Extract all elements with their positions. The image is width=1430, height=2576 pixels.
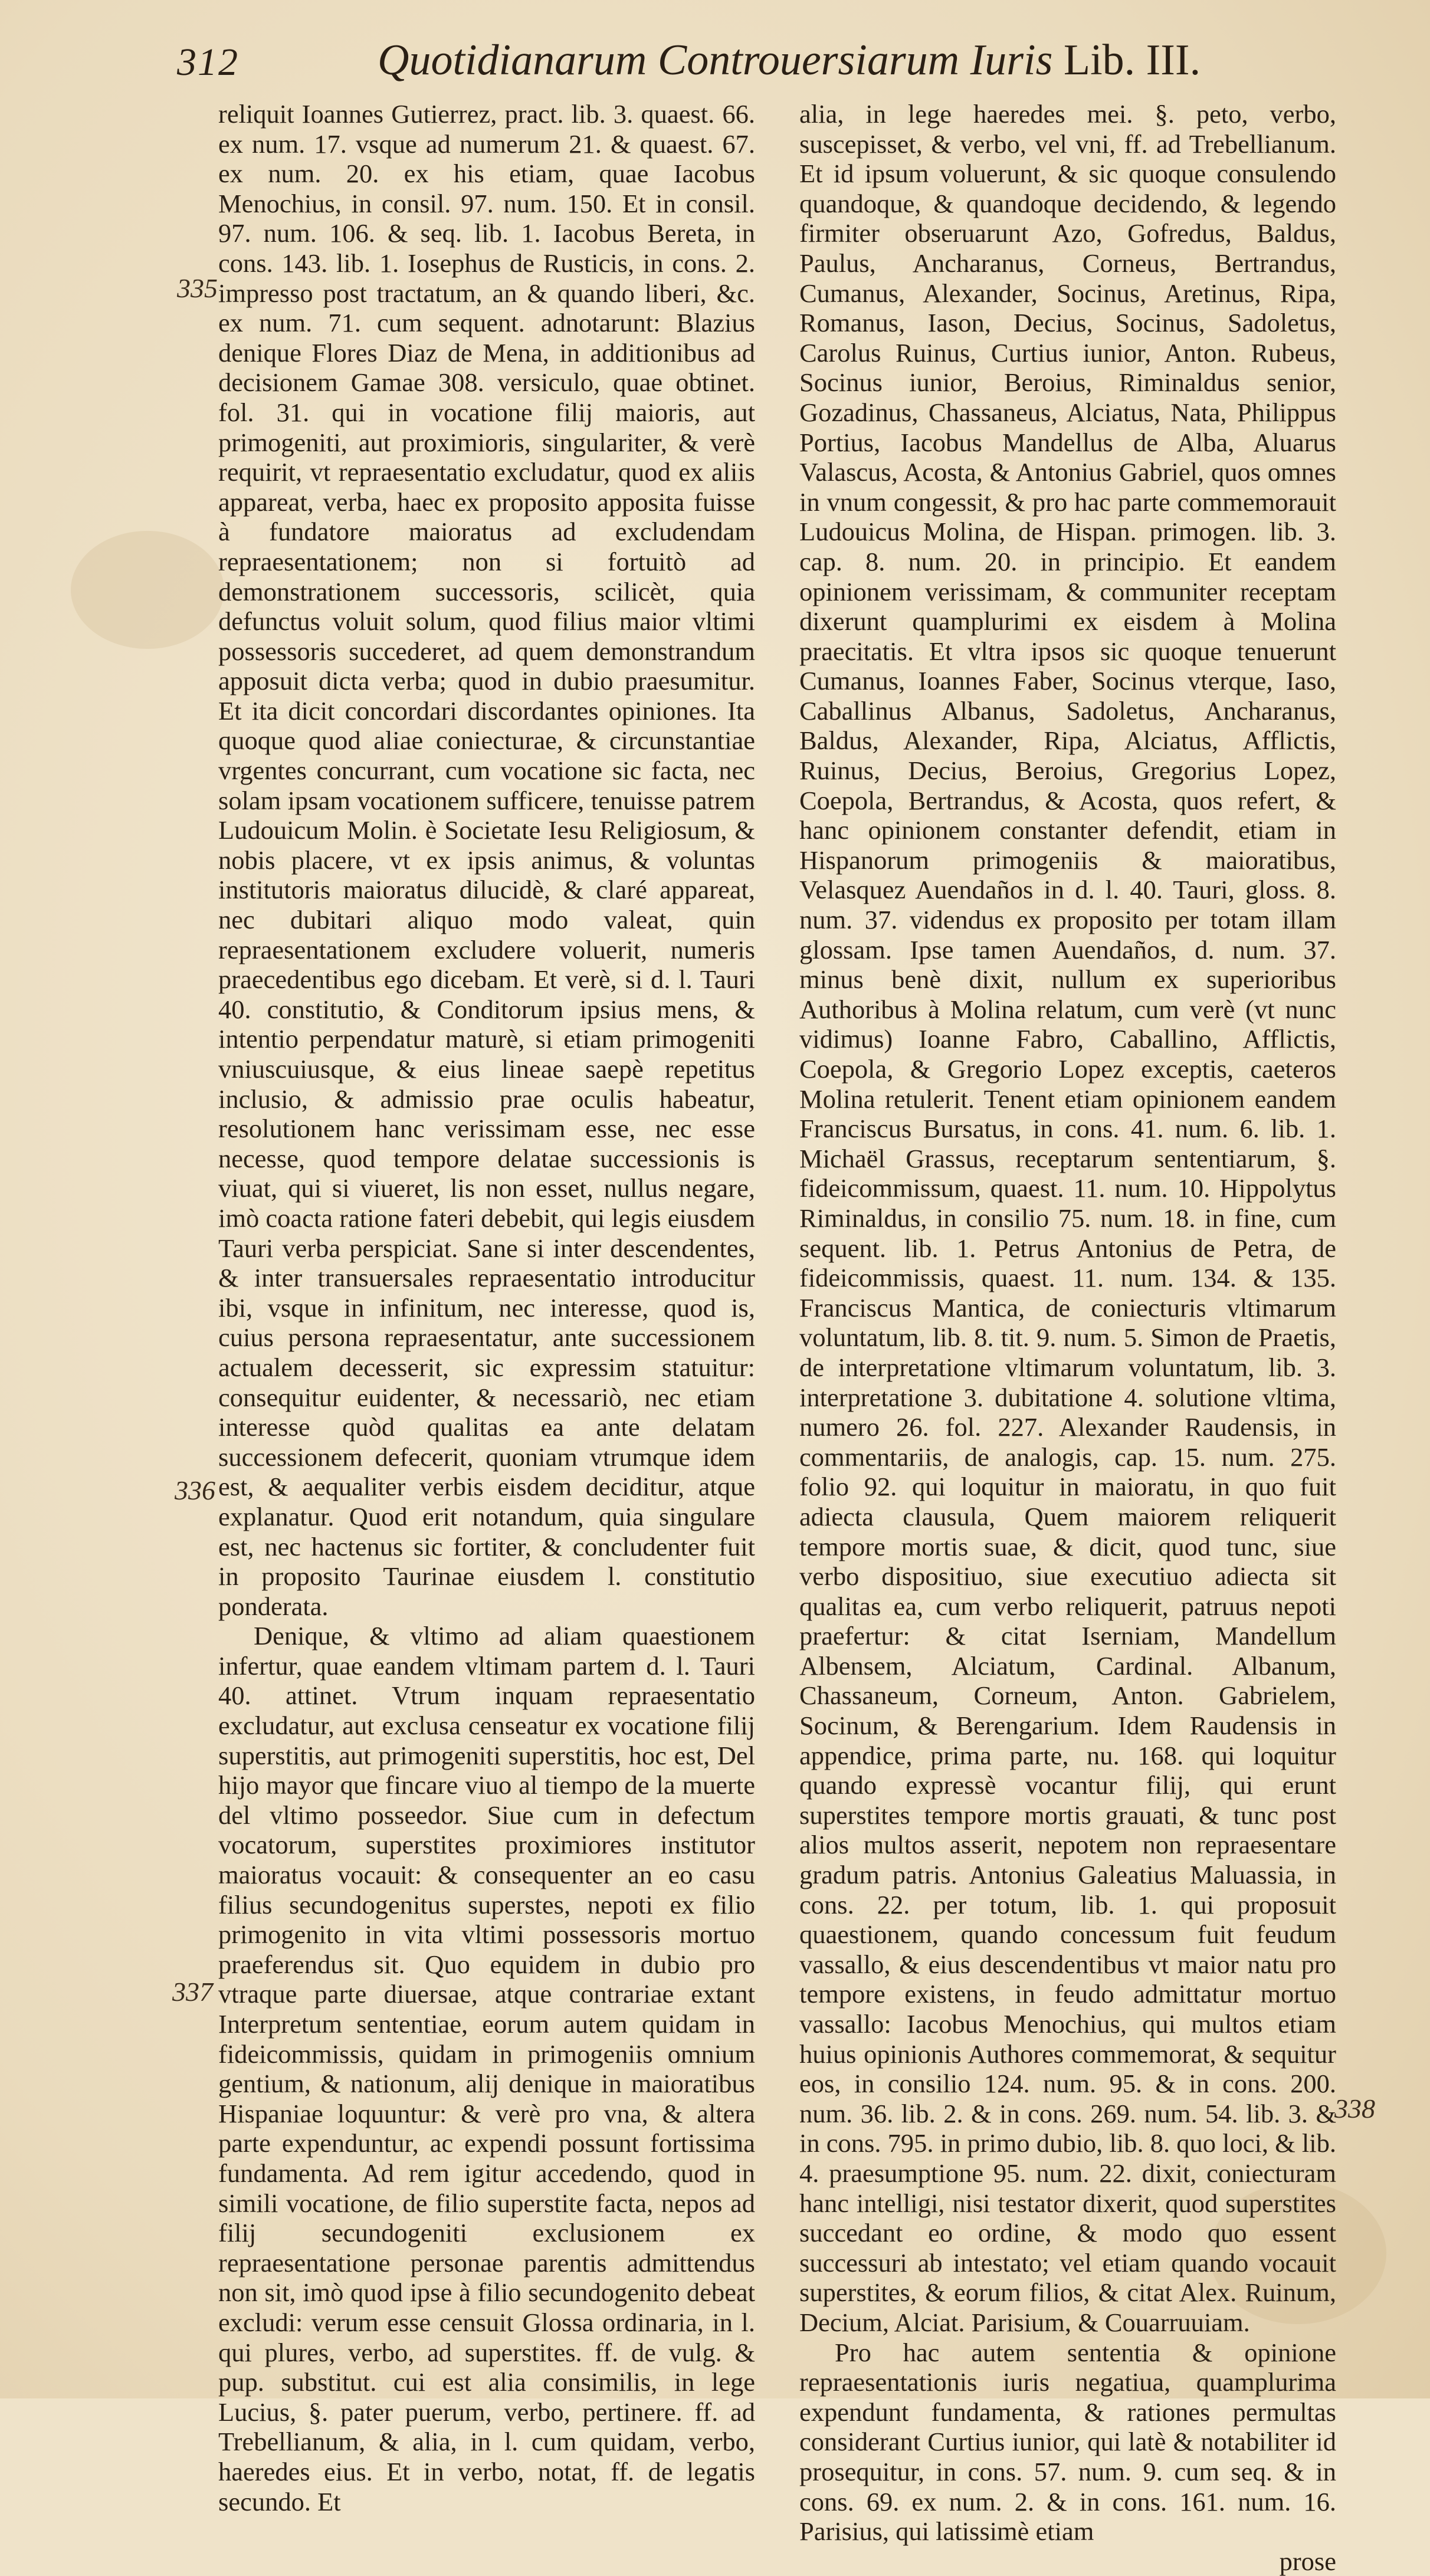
page-header	[177, 35, 1310, 94]
catchword: prose	[1279, 2546, 1336, 2576]
margin-number-336: 336	[175, 1475, 215, 1505]
paper-stain	[71, 531, 224, 649]
margin-number-338: 338	[1334, 2093, 1375, 2124]
right-column	[799, 99, 1336, 2576]
left-column	[218, 99, 755, 2516]
margin-number-335: 335	[177, 273, 218, 303]
running-title	[378, 35, 1201, 86]
page-number: 312	[177, 41, 239, 84]
right-paragraph-1: alia, in lege haeredes mei. §. peto, verbo, suscepisset, & verbo, vel vni, ff. ad Trebellianum. Et id ipsum voluerunt, & sic quoque consulendo quandoque, & quandoque decidendo, & legendo firmiter obseruarunt Azo, Gofredus, Baldus, Paulus, Ancharanus, Corneus, Bertrandus, Cumanus, Alexander, Socinus, Aretinus, Ripa, Romanus, Iason, Decius, Socinus, Sadoletus, Carolus Ruinus, Curtius iunior, Anton. Rubeus, Socinus iunior, Beroius, Riminaldus senior, Gozadinus, Chassaneus, Alciatus, Nata, Philippus Portius, Iacobus Mandellus de Alba, Aluarus Valascus, Acosta, & Antonius Gabriel, quos omnes in vnum congessit, & pro hac parte commemorauit Ludouicus Molina, de Hispan. primogen. lib. 3. cap. 8. num. 20. in principio. Et eandem opinionem verissimam, & communiter receptam dixerunt quamplurimi ex eisdem à Molina praecitatis. Et vltra ipsos sic quoque tenuerunt Cumanus, Ioannes Faber, Socinus vterque, Iaso, Caballinus Albanus, Sadoletus, Ancharanus, Baldus, Alexander, Ripa, Alciatus, Afflictis, Ruinus, Decius, Beroius, Gregorius Lopez, Coepola, Bertrandus, & Acosta, quos refert, & hanc opinionem constanter defendit, etiam in Hispanorum primogeniis & maioratibus, Velasquez Auendaños in d. l. 40. Tauri, gloss. 8. num. 37. videndus ex proposito per totam illam glossam. Ipse tamen Auendaños, d. num. 37. minus benè dixit, nullum ex superioribus Authoribus à Molina relatum, cum verè (vt nunc vidimus) Ioanne Fabro, Caballino, Afflictis, Coepola, & Gregorio Lopez exceptis, caeteros Molina retulerit. Tenent etiam opinionem eandem Franciscus Bursatus, in cons. 41. num. 6. lib. 1. Michaël Grassus, receptarum sententiarum, §. fideicommissum, quaest. 11. num. 10. Hippolytus Riminaldus, in consilio 75. num. 18. in fine, cum sequent. lib. 1. Petrus Antonius de Petra, de fideicommissis, quaest. 11. num. 134. & 135. Franciscus Mantica, de coniecturis vltimarum voluntatum, lib. 8. tit. 9. num. 5. Simon de Praetis, de interpretatione vltimarum voluntatum, lib. 3. interpretatione 3. dubitatione 4. solutione vltima, numero 26. fol. 227. Alexander Raudensis, in commentariis, de analogis, cap. 15. num. 275. folio 92. qui loquitur in maioratu, in quo fuit adiecta clausula, Quem maiorem reliquerit tempore mortis suae, & dicit, quod tunc, siue verbo dispositiuo, siue executiuo adiecta sit qualitas ea, cum verbo reliquerit, patruus nepoti praefertur: & citat Iserniam, Mandellum Albensem, Alciatum, Cardinal. Albanum, Chassaneum, Corneum, Anton. Gabrielem, Socinum, & Berengarium. Idem Raudensis in appendice, prima parte, nu. 168. qui loquitur quando expressè vocantur filij, qui erunt superstites tempore mortis grauati, & tunc post alios multos asserit, nepotem non repraesentare gradum patris. Antonius Galeatius Maluassia, in cons. 22. per totum, lib. 1. qui proposuit quaestionem, quando concessum fuit feudum vassallo, & eius descendentibus vt maior natu pro tempore existens, in feudo admittatur mortuo vassallo: Iacobus Menochius, qui multos etiam huius opinionis Authores commemorat, & sequitur eos, in consilio 124. num. 95. & in cons. 200. num. 36. lib. 2. & in cons. 269. num. 54. lib. 3. & in cons. 795. in primo dubio, lib. 8. quo loci, & lib. 4. praesumptione 95. num. 22. dixit, coniecturam hanc intelligi, nisi testator dixerit, quod superstites succedant eo ordine, & modo quo essent successuri ab intestato; vel etiam quando vocauit superstites, & eorum filios, & citat Alex. Ruinum, Decium, Alciat. Parisium, & Couarruuiam.	[799, 99, 1336, 2337]
book-label: Lib. III.	[1063, 36, 1201, 84]
left-paragraph-2: Denique, & vltimo ad aliam quaestionem infertur, quae eandem vltimam partem d. l. Tauri 40. attinet. Vtrum inquam repraesentatio excludatur, aut exclusa censeatur ex vocatione filij superstitis, aut primogeniti superstitis, hoc est, Del hijo mayor que fincare viuo al tiempo de la muerte del vltimo posseedor. Siue cum in defectum vocatorum, superstites proximiores institutor maioratus vocauit: & consequenter an eo casu filius secundogenitus superstes, nepoti ex filio primogenito in vita vltimi possessoris mortuo praeferendus sit. Quo equidem in dubio pro vtraque parte diuersae, atque contrariae extant Interpretum sententiae, eorum autem quidam in fideicommissis, quidam in primogeniis omnium gentium, & nationum, alij denique in maioratibus Hispaniae loquuntur: & verè pro vna, & altera parte expenduntur, ac expendi possunt fortissima fundamenta. Ad rem igitur accedendo, quod in simili vocatione, de filio superstite facta, nepos ad filij secundogeniti exclusionem ex repraesentatione personae parentis admittendus non sit, imò quod ipse à filio secundogenito debeat excludi: verum esse censuit Glossa ordinaria, in l. qui plures, verbo, ad superstites. ff. de vulg. & pup. substitut. cui est alia consimilis, in lege Lucius, §. pater puerum, verbo, pertinere. ff. ad Trebellianum, & alia, in l. cum quidam, verbo, haeredes eius. Et in verbo, notat, ff. de legatis secundo. Et	[218, 1621, 755, 2516]
running-title-text: Quotidianarum Controuersiarum Iuris	[378, 36, 1053, 84]
left-paragraph-1: reliquit Ioannes Gutierrez, pract. lib. 3. quaest. 66. ex num. 17. vsque ad numerum 21. & quaest. 67. ex num. 20. ex his etiam, quae Iacobus Menochius, in consil. 97. num. 150. Et in consil. 97. num. 106. & seq. lib. 1. Iacobus Bereta, in cons. 143. lib. 1. Iosephus de Rusticis, in cons. 2. impresso post tractatum, an & quando liberi, &c. ex num. 71. cum sequent. adnotarunt: Blazius denique Flores Diaz de Mena, in additionibus ad decisionem Gamae 308. versiculo, quae obtinet. fol. 31. qui in vocatione filij maioris, aut primogeniti, aut proximioris, singulariter, & verè requirit, vt repraesentatio excludatur, quod ex aliis appareat, verba, haec ex proposito apposita fuisse à fundatore maioratus ad excludendam repraesentationem; non si fortuitò ad demonstrationem successoris, scilicèt, quia defunctus voluit solum, quod filius maior vltimi possessoris succederet, ad quem demonstrandum apposuit dicta verba; quod in dubio praesumitur. Et ita dicit concordari discordantes opiniones. Ita quoque quod aliae coniecturae, & circunstantiae vrgentes concurrant, cum vocatione sic facta, nec solam ipsam vocationem sufficere, tenuisse patrem Ludouicum Molin. è Societate Iesu Religiosum, & nobis placere, vt ex ipsis animus, & voluntas institutoris maioratus dilucidè, & claré appareat, nec dubitari aliquo modo valeat, quin repraesentationem excludere voluerit, numeris praecedentibus ego dicebam. Et verè, si d. l. Tauri 40. constitutio, & Conditorum ipsius mens, & intentio perpendatur maturè, si etiam primogeniti vniuscuiusque, & eius lineae saepè repetitus inclusio, & admissio prae oculis habeatur, resolutionem hanc verissimam esse, nec esse necesse, quod tempore delatae successionis is viuat, qui si viueret, lis non esset, nullus negare, imò coacta ratione fateri debebit, qui legis eiusdem Tauri verba perspiciat. Sane si inter descendentes, & inter transuersales repraesentatio introducitur ibi, vsque in infinitum, nec interesse, quod is, cuius persona repraesentatur, ante successionem actualem decesserit, sic expressim statuitur: consequitur euidenter, & necessariò, nec etiam interesse quòd qualitas ea ante delatam successionem defecerit, quoniam vtrumque idem est, & aequaliter verbis eisdem deciditur, atque explanatur. Quod erit notandum, quia singulare est, nec hactenus sic fortiter, & concludenter fuit in proposito Taurinae eiusdem l. constitutio ponderata.	[218, 99, 755, 1621]
margin-number-337: 337	[172, 1977, 213, 2007]
right-paragraph-2: Pro hac autem sententia & opinione repraesentationis iuris negatiua, quamplurima expendunt fundamenta, & rationes permultas considerant Curtius iunior, qui latè & notabiliter id prosequitur, in cons. 57. num. 9. cum seq. & in cons. 69. ex num. 2. & in cons. 161. num. 16. Parisius, qui latissimè etiam	[799, 2337, 1336, 2547]
